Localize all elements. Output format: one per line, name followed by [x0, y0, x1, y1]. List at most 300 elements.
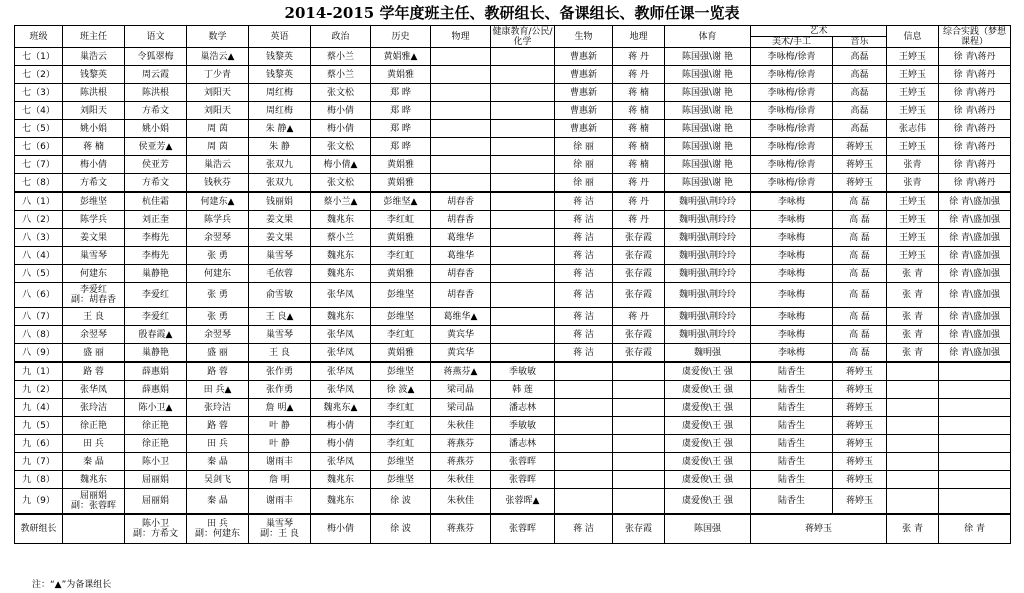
cell-class: 九（4） [15, 399, 63, 417]
cell-english: 朱 静 [249, 138, 311, 156]
table-row [15, 308, 1011, 326]
cell-art-craft: 陆香生 [751, 417, 833, 435]
cell-pe: 陈国强\谢 艳 [665, 174, 751, 193]
cell-chinese: 杭佳霜 [125, 192, 187, 211]
table-row [15, 138, 1011, 156]
cell-it [887, 489, 939, 515]
cell-it: 张 青 [887, 265, 939, 283]
cell-class: 七（7） [15, 156, 63, 174]
cell-it: 王婷玉 [887, 192, 939, 211]
cell-class: 八（2） [15, 211, 63, 229]
table-row [15, 156, 1011, 174]
cell-music: 高 磊 [833, 211, 887, 229]
table-row [15, 265, 1011, 283]
cell-class: 八（8） [15, 326, 63, 344]
header-history: 历史 [371, 26, 431, 48]
cell-english: 叶 静 [249, 417, 311, 435]
cell-english: 朱 静▲ [249, 120, 311, 138]
cell-music: 高 磊 [833, 308, 887, 326]
table-row [15, 174, 1011, 193]
cell-it [887, 417, 939, 435]
cell-physics: 胡春香 [431, 192, 491, 211]
cell-art-craft: 陆香生 [751, 489, 833, 515]
table-row [15, 48, 1011, 66]
cell-it: 王婷玉 [887, 102, 939, 120]
cell-politics: 张文松 [311, 138, 371, 156]
cell-music: 蒋婷玉 [833, 138, 887, 156]
cell-geography [613, 362, 665, 381]
cell-art-craft: 陆香生 [751, 362, 833, 381]
footer-cell-practice: 徐 青 [939, 514, 1011, 544]
cell-history: 李红虹 [371, 399, 431, 417]
cell-politics: 魏兆东 [311, 211, 371, 229]
cell-biology: 蒋 洁 [555, 283, 613, 308]
cell-geography: 蒋 丹 [613, 174, 665, 193]
cell-pe: 陈国强\谢 艳 [665, 84, 751, 102]
table-row-research-leaders [15, 514, 1011, 544]
cell-head-teacher: 余翌琴 [63, 326, 125, 344]
cell-it: 王婷玉 [887, 229, 939, 247]
cell-class: 八（4） [15, 247, 63, 265]
cell-it: 张青 [887, 156, 939, 174]
cell-pe: 魏明强\荆玲玲 [665, 211, 751, 229]
cell-biology [555, 471, 613, 489]
cell-chinese: 屈丽娟 [125, 471, 187, 489]
cell-pe: 虞爱俊\王 强 [665, 362, 751, 381]
cell-class: 八（3） [15, 229, 63, 247]
cell-art-craft: 李咏梅 [751, 265, 833, 283]
cell-it: 张 青 [887, 344, 939, 363]
cell-music: 蒋婷玉 [833, 471, 887, 489]
cell-history: 李红虹 [371, 247, 431, 265]
cell-class: 八（5） [15, 265, 63, 283]
cell-practice: 徐 青\盛加强 [939, 211, 1011, 229]
cell-music: 蒋婷玉 [833, 362, 887, 381]
header-health [491, 26, 555, 48]
cell-art-craft: 李咏梅 [751, 211, 833, 229]
cell-head-teacher: 张玲洁 [63, 399, 125, 417]
cell-politics: 魏兆东 [311, 308, 371, 326]
header-head-teacher: 班主任 [63, 26, 125, 48]
cell-physics: 朱秋佳 [431, 471, 491, 489]
cell-history: 彭维坚 [371, 453, 431, 471]
cell-biology: 蒋 洁 [555, 192, 613, 211]
cell-pe: 魏明强 [665, 344, 751, 363]
cell-english: 周红梅 [249, 84, 311, 102]
header-music: 音乐 [833, 37, 887, 48]
cell-line: 巢雪琴 [265, 519, 293, 529]
cell-physics: 胡春香 [431, 283, 491, 308]
cell-history: 黄娟雅 [371, 265, 431, 283]
cell-practice: 徐 青\盛加强 [939, 283, 1011, 308]
cell-health: 韩 莲 [491, 381, 555, 399]
cell-art-craft: 李咏梅 [751, 192, 833, 211]
cell-history: 黄娟雅 [371, 66, 431, 84]
cell-politics: 蔡小兰▲ [311, 192, 371, 211]
cell-history: 彭维坚 [371, 308, 431, 326]
cell-biology: 蒋 洁 [555, 308, 613, 326]
cell-geography: 张存霞 [613, 229, 665, 247]
cell-pe: 虞爱俊\王 强 [665, 417, 751, 435]
cell-line: 陈小卫 [141, 519, 169, 529]
cell-chinese: 陈小卫▲ [125, 399, 187, 417]
cell-math: 何建东 [187, 265, 249, 283]
cell-practice: 徐 青\蒋丹 [939, 156, 1011, 174]
table-body [15, 48, 1011, 544]
cell-english: 钱黎英 [249, 48, 311, 66]
cell-english: 谢雨丰 [249, 489, 311, 515]
cell-head-teacher [63, 283, 125, 308]
cell-art-craft: 李咏梅/徐青 [751, 156, 833, 174]
cell-english: 谢雨丰 [249, 453, 311, 471]
cell-it [887, 435, 939, 453]
page-title: 2014-2015 学年度班主任、教研组长、备课组长、教师任课一览表 [284, 4, 740, 22]
cell-art-craft: 李咏梅/徐青 [751, 138, 833, 156]
cell-math: 巢浩云▲ [187, 48, 249, 66]
cell-biology: 徐 丽 [555, 138, 613, 156]
cell-physics: 梁司晶 [431, 381, 491, 399]
cell-class: 七（3） [15, 84, 63, 102]
cell-physics [431, 48, 491, 66]
cell-practice: 徐 青\盛加强 [939, 247, 1011, 265]
cell-physics: 黄宾华 [431, 326, 491, 344]
cell-head-teacher: 盛 丽 [63, 344, 125, 363]
footer-cell-pe: 陈国强 [665, 514, 751, 544]
header-physics: 物理 [431, 26, 491, 48]
cell-history: 徐 波 [371, 489, 431, 515]
cell-chinese: 李爱红 [125, 308, 187, 326]
cell-english: 钱丽娟 [249, 192, 311, 211]
cell-english: 詹 明 [249, 471, 311, 489]
cell-pe: 魏明强\荆玲玲 [665, 229, 751, 247]
table-row [15, 435, 1011, 453]
cell-head-teacher: 王 良 [63, 308, 125, 326]
cell-practice: 徐 青\蒋丹 [939, 84, 1011, 102]
cell-art-craft: 李咏梅 [751, 344, 833, 363]
cell-english: 钱黎英 [249, 66, 311, 84]
cell-math: 张 勇 [187, 247, 249, 265]
table-row [15, 247, 1011, 265]
cell-pe: 魏明强\荆玲玲 [665, 265, 751, 283]
cell-class: 七（5） [15, 120, 63, 138]
cell-head-teacher: 秦 晶 [63, 453, 125, 471]
cell-health [491, 138, 555, 156]
cell-head-teacher: 刘阳天 [63, 102, 125, 120]
cell-history: 彭维坚 [371, 471, 431, 489]
header-class: 班级 [15, 26, 63, 48]
cell-music: 蒋婷玉 [833, 399, 887, 417]
cell-geography: 张存霞 [613, 344, 665, 363]
cell-math: 路 蓉 [187, 362, 249, 381]
header-practice: 综合实践（梦想课程） [939, 26, 1011, 48]
cell-chinese: 姚小娟 [125, 120, 187, 138]
cell-english: 姜文果 [249, 229, 311, 247]
cell-politics: 魏兆东 [311, 471, 371, 489]
cell-history: 李红虹 [371, 326, 431, 344]
cell-practice: 徐 青\蒋丹 [939, 174, 1011, 193]
footer-cell-class: 教研组长 [15, 514, 63, 544]
cell-chinese: 陈洪根 [125, 84, 187, 102]
cell-music: 蒋婷玉 [833, 381, 887, 399]
cell-it: 张青 [887, 174, 939, 193]
table-row [15, 66, 1011, 84]
cell-art-craft: 李咏梅 [751, 283, 833, 308]
cell-health [491, 192, 555, 211]
cell-math: 余翌琴 [187, 326, 249, 344]
cell-head-teacher: 方希文 [63, 174, 125, 193]
cell-it: 王婷玉 [887, 211, 939, 229]
table-row [15, 399, 1011, 417]
cell-it [887, 399, 939, 417]
cell-practice: 徐 青\蒋丹 [939, 48, 1011, 66]
cell-math: 钱秋芬 [187, 174, 249, 193]
header-english: 英语 [249, 26, 311, 48]
cell-politics: 魏兆东 [311, 489, 371, 515]
cell-practice: 徐 青\盛加强 [939, 265, 1011, 283]
cell-history: 黄娟雅 [371, 229, 431, 247]
cell-geography [613, 435, 665, 453]
cell-line: 李爱红 [79, 285, 107, 295]
cell-math: 陈学兵 [187, 211, 249, 229]
cell-politics: 梅小倩 [311, 120, 371, 138]
cell-biology [555, 399, 613, 417]
header-chinese: 语文 [125, 26, 187, 48]
cell-pe: 虞爱俊\王 强 [665, 435, 751, 453]
cell-health: 潘志林 [491, 399, 555, 417]
cell-head-teacher: 彭维坚 [63, 192, 125, 211]
cell-music: 蒋婷玉 [833, 174, 887, 193]
cell-class: 九（5） [15, 417, 63, 435]
cell-it: 张 青 [887, 283, 939, 308]
cell-head-teacher: 钱黎英 [63, 66, 125, 84]
cell-geography: 蒋 楠 [613, 138, 665, 156]
table-row [15, 362, 1011, 381]
header-math: 数学 [187, 26, 249, 48]
cell-art-craft: 陆香生 [751, 381, 833, 399]
cell-biology [555, 362, 613, 381]
table-row [15, 453, 1011, 471]
cell-practice: 徐 青\蒋丹 [939, 66, 1011, 84]
cell-practice: 徐 青\盛加强 [939, 326, 1011, 344]
cell-class: 八（6） [15, 283, 63, 308]
cell-chinese: 巢静艳 [125, 265, 187, 283]
cell-health [491, 211, 555, 229]
cell-music: 高 磊 [833, 326, 887, 344]
cell-art-craft: 陆香生 [751, 399, 833, 417]
cell-it: 王婷玉 [887, 138, 939, 156]
cell-health [491, 265, 555, 283]
cell-biology: 徐 丽 [555, 174, 613, 193]
cell-practice [939, 362, 1011, 381]
cell-head-teacher: 陈洪根 [63, 84, 125, 102]
cell-practice [939, 381, 1011, 399]
cell-geography: 张存霞 [613, 265, 665, 283]
cell-pe: 虞爱俊\王 强 [665, 453, 751, 471]
cell-pe: 陈国强\谢 艳 [665, 48, 751, 66]
cell-geography: 蒋 丹 [613, 192, 665, 211]
cell-physics: 蒋燕芬 [431, 435, 491, 453]
cell-line: 副：王 良 [260, 529, 299, 539]
cell-music: 蒋婷玉 [833, 417, 887, 435]
header-biology: 生物 [555, 26, 613, 48]
cell-art-craft: 陆香生 [751, 453, 833, 471]
cell-head-teacher: 巢浩云 [63, 48, 125, 66]
cell-physics: 梁司晶 [431, 399, 491, 417]
cell-english: 张双九 [249, 156, 311, 174]
cell-english: 张作勇 [249, 381, 311, 399]
teacher-assignment-table [14, 25, 1011, 544]
cell-biology: 蒋 洁 [555, 247, 613, 265]
cell-practice [939, 453, 1011, 471]
cell-geography: 蒋 楠 [613, 84, 665, 102]
cell-pe: 陈国强\谢 艳 [665, 66, 751, 84]
cell-health [491, 308, 555, 326]
cell-head-teacher: 姚小娟 [63, 120, 125, 138]
table-row [15, 283, 1011, 308]
header-health-label: 健康教育/公民/化学 [492, 26, 553, 47]
cell-geography: 蒋 丹 [613, 211, 665, 229]
cell-politics: 蔡小兰 [311, 48, 371, 66]
cell-class: 九（2） [15, 381, 63, 399]
cell-pe: 陈国强\谢 艳 [665, 120, 751, 138]
cell-math: 秦 晶 [187, 453, 249, 471]
cell-politics: 张华凤 [311, 453, 371, 471]
cell-english: 张作勇 [249, 362, 311, 381]
cell-art-craft: 李咏梅 [751, 308, 833, 326]
cell-health [491, 344, 555, 363]
cell-history: 彭维坚▲ [371, 192, 431, 211]
cell-class: 七（4） [15, 102, 63, 120]
cell-practice: 徐 青\盛加强 [939, 308, 1011, 326]
header-pe: 体育 [665, 26, 751, 48]
cell-chinese: 侯亚芳▲ [125, 138, 187, 156]
cell-politics: 张文松 [311, 84, 371, 102]
cell-health [491, 66, 555, 84]
cell-geography [613, 471, 665, 489]
table-row [15, 344, 1011, 363]
cell-geography: 张存霞 [613, 326, 665, 344]
cell-biology: 曹惠新 [555, 48, 613, 66]
cell-music: 高磊 [833, 66, 887, 84]
cell-it: 张 青 [887, 308, 939, 326]
cell-chinese: 方希文 [125, 174, 187, 193]
cell-line: 副：方希文 [132, 529, 178, 539]
table-row [15, 381, 1011, 399]
cell-art-craft: 李咏梅 [751, 229, 833, 247]
cell-chinese: 巢静艳 [125, 344, 187, 363]
cell-history: 郑 晔 [371, 120, 431, 138]
cell-physics [431, 84, 491, 102]
cell-english: 巢雪琴 [249, 326, 311, 344]
cell-history: 黄娟雅▲ [371, 48, 431, 66]
cell-head-teacher: 路 蓉 [63, 362, 125, 381]
footer-cell-head-teacher [63, 514, 125, 544]
cell-music: 蒋婷玉 [833, 453, 887, 471]
footer-cell-english [249, 514, 311, 544]
cell-class: 八（9） [15, 344, 63, 363]
cell-music: 蒋婷玉 [833, 156, 887, 174]
cell-pe: 魏明强\荆玲玲 [665, 283, 751, 308]
cell-health: 季敏敏 [491, 362, 555, 381]
cell-health [491, 48, 555, 66]
cell-health: 张蓉晖▲ [491, 489, 555, 515]
cell-it [887, 381, 939, 399]
cell-history: 郑 晔 [371, 138, 431, 156]
cell-health: 张蓉晖 [491, 453, 555, 471]
cell-head-teacher: 徐正艳 [63, 417, 125, 435]
cell-it: 王婷玉 [887, 84, 939, 102]
cell-art-craft: 陆香生 [751, 471, 833, 489]
cell-biology [555, 435, 613, 453]
table-row [15, 84, 1011, 102]
cell-history: 黄娟雅 [371, 156, 431, 174]
cell-chinese: 李梅先 [125, 247, 187, 265]
cell-chinese: 屈丽娟 [125, 489, 187, 515]
cell-politics: 梅小倩 [311, 435, 371, 453]
cell-physics: 胡春香 [431, 265, 491, 283]
cell-english: 姜文果 [249, 211, 311, 229]
header-art-craft: 美术/手工 [751, 37, 833, 48]
cell-practice [939, 471, 1011, 489]
cell-history: 黄娟雅 [371, 344, 431, 363]
cell-math: 张 勇 [187, 283, 249, 308]
cell-head-teacher: 陈学兵 [63, 211, 125, 229]
cell-music: 高 磊 [833, 344, 887, 363]
cell-history: 李红虹 [371, 211, 431, 229]
cell-history: 徐 波▲ [371, 381, 431, 399]
cell-health [491, 229, 555, 247]
cell-practice [939, 489, 1011, 515]
cell-health [491, 120, 555, 138]
cell-health [491, 283, 555, 308]
cell-practice: 徐 青\蒋丹 [939, 138, 1011, 156]
cell-math: 余翌琴 [187, 229, 249, 247]
cell-math: 丁少青 [187, 66, 249, 84]
cell-art-craft: 李咏梅 [751, 247, 833, 265]
cell-art-craft: 陆香生 [751, 435, 833, 453]
cell-music: 高 磊 [833, 265, 887, 283]
cell-practice: 徐 青\盛加强 [939, 344, 1011, 363]
footer-cell-it: 张 青 [887, 514, 939, 544]
cell-art-craft: 李咏梅/徐青 [751, 48, 833, 66]
cell-art-craft: 李咏梅/徐青 [751, 120, 833, 138]
cell-physics: 胡春香 [431, 211, 491, 229]
cell-line: 副：胡春香 [70, 295, 116, 305]
cell-health: 张蓉晖 [491, 471, 555, 489]
cell-politics: 魏兆东 [311, 247, 371, 265]
cell-politics: 魏兆东 [311, 265, 371, 283]
cell-biology: 蒋 洁 [555, 265, 613, 283]
cell-health [491, 84, 555, 102]
cell-line: 副：何建东 [194, 529, 240, 539]
cell-it [887, 362, 939, 381]
cell-physics [431, 120, 491, 138]
cell-geography: 蒋 楠 [613, 156, 665, 174]
cell-it: 张志伟 [887, 120, 939, 138]
cell-it: 王婷玉 [887, 66, 939, 84]
cell-music: 蒋婷玉 [833, 435, 887, 453]
cell-pe: 虞爱俊\王 强 [665, 381, 751, 399]
cell-math: 路 蓉 [187, 417, 249, 435]
cell-music: 高磊 [833, 84, 887, 102]
cell-music: 高 磊 [833, 229, 887, 247]
cell-class: 七（2） [15, 66, 63, 84]
table-row [15, 417, 1011, 435]
cell-art-craft: 李咏梅/徐青 [751, 84, 833, 102]
cell-physics: 黄宾华 [431, 344, 491, 363]
cell-math: 盛 丽 [187, 344, 249, 363]
cell-it [887, 471, 939, 489]
